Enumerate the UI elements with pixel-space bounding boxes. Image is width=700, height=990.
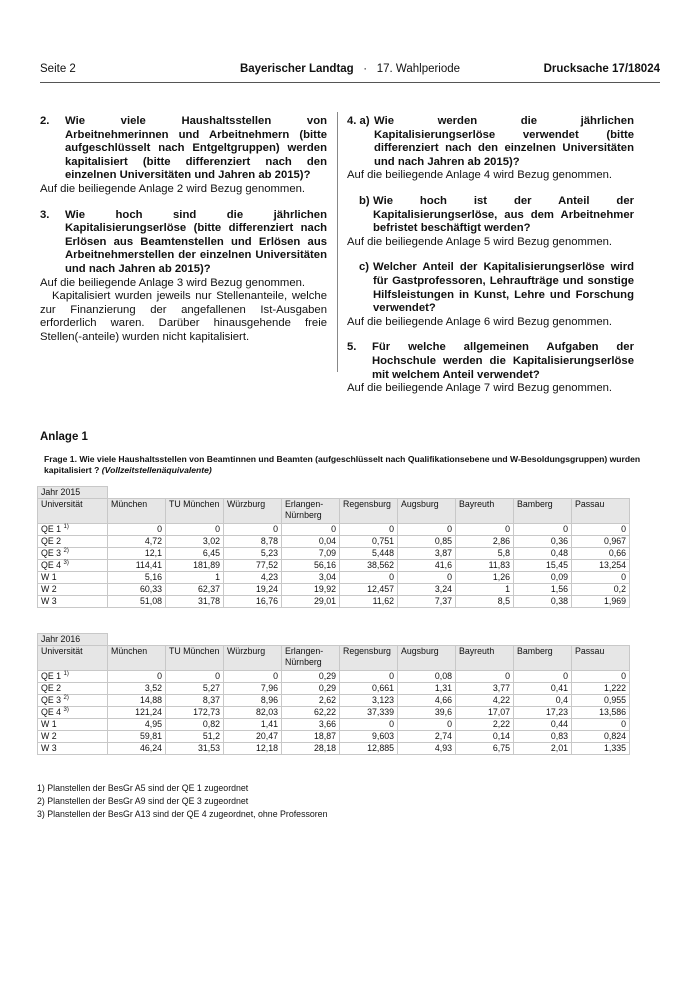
table-cell: 0,967 <box>572 536 630 548</box>
table-cell: 46,24 <box>108 743 166 755</box>
table-row <box>38 731 630 743</box>
answer-2: Auf die beiliegende Anlage 2 wird Bezug genommen. <box>40 182 306 195</box>
table-cell: 0,36 <box>514 536 572 548</box>
table-cell: 0,48 <box>514 548 572 560</box>
column-header: Universität <box>38 646 108 671</box>
row-label-text: QE 4 <box>41 707 62 717</box>
table-cell: 0 <box>108 524 166 536</box>
table-cell: 3,02 <box>166 536 224 548</box>
answer-4a: Auf die beiliegende Anlage 4 wird Bezug genommen. <box>347 169 613 182</box>
question-text: Welcher Anteil der Kapitalisierungserlöse wird für Gastprofessoren, Lehraufträge und sonstige Hilfsleistungen in Kunst, Lehre und Forschung verwendet? <box>373 261 634 315</box>
table-cell: 0,38 <box>514 596 572 608</box>
table-cell: 12,457 <box>340 584 398 596</box>
table-cell: 1,31 <box>398 683 456 695</box>
column-header: Bayreuth <box>456 646 514 671</box>
table-cell: 0,83 <box>514 731 572 743</box>
column-header: Bamberg <box>514 646 572 671</box>
row-label <box>38 548 108 560</box>
table-cell: 41,6 <box>398 560 456 572</box>
table-cell: 0,41 <box>514 683 572 695</box>
header-row <box>38 646 630 671</box>
table-cell: 19,92 <box>282 584 340 596</box>
table-cell: 4,93 <box>398 743 456 755</box>
column-header: Augsburg <box>398 646 456 671</box>
table-cell: 0,14 <box>456 731 514 743</box>
table-cell: 29,01 <box>282 596 340 608</box>
table-cell: 0 <box>340 671 398 683</box>
row-label-text: W 1 <box>41 719 57 729</box>
table-cell: 7,09 <box>282 548 340 560</box>
row-label <box>38 596 108 608</box>
table-cell: 0 <box>456 524 514 536</box>
table-cell: 0 <box>572 572 630 584</box>
row-label-text: QE 2 <box>41 683 62 693</box>
table-cell: 8,5 <box>456 596 514 608</box>
table-row <box>38 560 630 572</box>
row-label <box>38 560 108 572</box>
year-row <box>38 634 630 646</box>
table-cell: 11,62 <box>340 596 398 608</box>
table-cell: 37,339 <box>340 707 398 719</box>
header-rule <box>40 82 660 83</box>
column-header: Erlangen-Nürnberg <box>282 646 340 671</box>
table-cell: 31,78 <box>166 596 224 608</box>
question-text: Wie hoch ist der Anteil der Kapitalisierungserlöse, aus dem Arbeitnehmer befristet beschäftigt werden? <box>373 194 634 235</box>
row-label <box>38 707 108 719</box>
column-divider <box>337 112 338 372</box>
question-number: 4. a) <box>347 115 370 127</box>
table-row <box>38 695 630 707</box>
table-cell: 0 <box>456 671 514 683</box>
column-header: Regensburg <box>340 499 398 524</box>
appendix-question <box>44 454 644 476</box>
column-header: Erlangen-Nürnberg <box>282 499 340 524</box>
table-row <box>38 743 630 755</box>
year-label: Jahr 2016 <box>38 634 108 646</box>
table-row <box>38 536 630 548</box>
table-cell: 17,23 <box>514 707 572 719</box>
row-label <box>38 695 108 707</box>
table-cell: 7,96 <box>224 683 282 695</box>
legislative-period: 17. Wahlperiode <box>376 63 461 75</box>
year-label: Jahr 2015 <box>38 487 108 499</box>
table-cell: 0 <box>166 671 224 683</box>
question-text: Wie viele Haushaltsstellen von Arbeitnehmerinnen und Arbeitnehmern (bitte aufgeschlüsselt nach Entgeltgruppen) werden kapitalisiert (bitte differenziert nach den einzelnen Universitäten und Jahren ab 2015)? <box>65 115 327 182</box>
header-row <box>38 499 630 524</box>
table-cell: 11,83 <box>456 560 514 572</box>
table-row <box>38 596 630 608</box>
footnote-marker: 2) <box>63 548 69 554</box>
footnote-marker: 3) <box>63 560 69 566</box>
table-cell: 19,24 <box>224 584 282 596</box>
row-label-text: W 2 <box>41 731 57 741</box>
table-cell: 0,04 <box>282 536 340 548</box>
table-cell: 0,4 <box>514 695 572 707</box>
table-cell: 7,37 <box>398 596 456 608</box>
table-row <box>38 572 630 584</box>
question-2 <box>40 115 327 183</box>
table-cell: 5,23 <box>224 548 282 560</box>
table-cell: 1,26 <box>456 572 514 584</box>
table-cell: 6,45 <box>166 548 224 560</box>
table-cell: 8,37 <box>166 695 224 707</box>
table-cell: 0,2 <box>572 584 630 596</box>
appendix-question-text: Frage 1. Wie viele Haushaltsstellen von Beamtinnen und Beamten (aufgeschlüsselt nach Qualifikationsebene und W-Besoldungsgruppen) wurden kapitalisiert ? <box>44 454 641 475</box>
column-header: Regensburg <box>340 646 398 671</box>
table-cell: 114,41 <box>108 560 166 572</box>
answer-4b: Auf die beiliegende Anlage 5 wird Bezug genommen. <box>347 235 613 248</box>
column-header: München <box>108 499 166 524</box>
table-cell: 3,52 <box>108 683 166 695</box>
table-cell: 31,53 <box>166 743 224 755</box>
row-label-text: W 2 <box>41 584 57 594</box>
footnote-marker: 1) <box>63 671 69 677</box>
table-cell: 0 <box>398 524 456 536</box>
table-2015 <box>37 486 630 608</box>
table-cell: 3,123 <box>340 695 398 707</box>
table-cell: 5,8 <box>456 548 514 560</box>
table-cell: 12,18 <box>224 743 282 755</box>
column-header: Bayreuth <box>456 499 514 524</box>
table-cell: 2,74 <box>398 731 456 743</box>
appendix-question-unit: (Vollzeitstellenäquivalente) <box>101 465 212 475</box>
table-cell: 181,89 <box>166 560 224 572</box>
table-cell: 14,88 <box>108 695 166 707</box>
row-label-text: QE 1 <box>41 671 62 681</box>
table-cell: 62,37 <box>166 584 224 596</box>
left-column <box>40 115 327 345</box>
row-label-text: QE 2 <box>41 536 62 546</box>
column-header: Universität <box>38 499 108 524</box>
row-label <box>38 524 108 536</box>
table-cell: 0 <box>224 524 282 536</box>
table-cell: 2,01 <box>514 743 572 755</box>
row-label <box>38 572 108 584</box>
table-cell: 0,09 <box>514 572 572 584</box>
footnotes <box>37 782 327 821</box>
table-cell: 59,81 <box>108 731 166 743</box>
question-text: Wie werden die jährlichen Kapitalisierungserlöse verwendet (bitte differenziert nach den einzelnen Universitäten und nach Jahren ab 2015)? <box>374 115 634 168</box>
table-cell: 8,78 <box>224 536 282 548</box>
table-cell: 0 <box>224 671 282 683</box>
table-row <box>38 683 630 695</box>
table-cell: 0,82 <box>166 719 224 731</box>
table-cell: 51,08 <box>108 596 166 608</box>
column-header: TU München <box>166 499 224 524</box>
answer-3: Auf die beiliegende Anlage 3 wird Bezug genommen. <box>40 276 306 289</box>
table-cell: 0 <box>514 524 572 536</box>
table-cell: 4,66 <box>398 695 456 707</box>
footnote-1: 1) Planstellen der BesGr A5 sind der QE 1 zugeordnet <box>37 783 249 793</box>
question-number: 5. <box>347 341 357 354</box>
table-cell: 60,33 <box>108 584 166 596</box>
table-row <box>38 719 630 731</box>
table-cell: 3,77 <box>456 683 514 695</box>
table-cell: 0,751 <box>340 536 398 548</box>
table-cell: 121,24 <box>108 707 166 719</box>
table-cell: 0,824 <box>572 731 630 743</box>
row-label <box>38 719 108 731</box>
table-cell: 0 <box>572 719 630 731</box>
table-cell: 0,44 <box>514 719 572 731</box>
table-cell: 3,04 <box>282 572 340 584</box>
column-header: Passau <box>572 499 630 524</box>
table-cell: 1,41 <box>224 719 282 731</box>
column-header: Bamberg <box>514 499 572 524</box>
table-cell: 4,72 <box>108 536 166 548</box>
row-label-text: QE 1 <box>41 524 62 534</box>
question-number: 2. <box>40 115 50 127</box>
publisher-name: Bayerischer Landtag <box>239 63 354 75</box>
right-column <box>347 115 634 408</box>
question-text: Wie hoch sind die jährlichen Kapitalisierungserlöse (bitte differenziert nach Erlösen aus Beamtenstellen und Erlösen aus Arbeitnehmerstellen der einzelnen Universitäten und nach Jahren ab 2015)? <box>65 208 327 275</box>
header-separator: · <box>363 63 368 75</box>
table-cell: 20,47 <box>224 731 282 743</box>
table-cell: 4,22 <box>456 695 514 707</box>
table-cell: 2,62 <box>282 695 340 707</box>
row-label <box>38 683 108 695</box>
table-cell: 0,29 <box>282 671 340 683</box>
table-cell: 39,6 <box>398 707 456 719</box>
table-cell: 0 <box>572 524 630 536</box>
row-label <box>38 536 108 548</box>
table-cell: 38,562 <box>340 560 398 572</box>
table-cell: 51,2 <box>166 731 224 743</box>
table-cell: 13,254 <box>572 560 630 572</box>
table-cell: 17,07 <box>456 707 514 719</box>
table-cell: 5,448 <box>340 548 398 560</box>
row-label-text: W 3 <box>41 743 57 753</box>
table-cell: 12,885 <box>340 743 398 755</box>
row-label-text: QE 4 <box>41 560 62 570</box>
row-label <box>38 743 108 755</box>
footnote-marker: 2) <box>63 695 69 701</box>
table-cell: 1,56 <box>514 584 572 596</box>
year-row-spacer <box>108 487 630 499</box>
table-cell: 16,76 <box>224 596 282 608</box>
table-cell: 0,66 <box>572 548 630 560</box>
table-cell: 12,1 <box>108 548 166 560</box>
table-cell: 0,29 <box>282 683 340 695</box>
answer-4c: Auf die beiliegende Anlage 6 wird Bezug genommen. <box>347 315 613 328</box>
table-cell: 18,87 <box>282 731 340 743</box>
table-row <box>38 524 630 536</box>
table-cell: 62,22 <box>282 707 340 719</box>
question-5 <box>347 341 634 382</box>
row-label <box>38 584 108 596</box>
question-4c <box>347 261 634 315</box>
question-number: c) <box>359 261 370 274</box>
table-cell: 1,335 <box>572 743 630 755</box>
table-cell: 3,66 <box>282 719 340 731</box>
row-label-text: QE 3 <box>41 548 62 558</box>
table-cell: 0,955 <box>572 695 630 707</box>
footnote-3: 3) Planstellen der BesGr A13 sind der QE 4 zugeordnet, ohne Professoren <box>37 809 328 819</box>
table-cell: 0 <box>398 719 456 731</box>
page-header <box>40 63 660 81</box>
table-row <box>38 548 630 560</box>
table-cell: 0 <box>282 524 340 536</box>
table-cell: 0 <box>340 524 398 536</box>
table-cell: 0 <box>166 524 224 536</box>
table-cell: 9,603 <box>340 731 398 743</box>
table-cell: 2,86 <box>456 536 514 548</box>
table-cell: 0 <box>514 671 572 683</box>
question-4b <box>347 195 634 236</box>
table-cell: 4,23 <box>224 572 282 584</box>
row-label <box>38 731 108 743</box>
answer-3-paragraph: Kapitalisiert wurden jeweils nur Stellenanteile, welche zur Finanzierung der angefallenen Ist-Ausgaben erforderlich waren. Darüber hinausgehende freie Stellen(-anteile) wurden nicht kapitalisiert. <box>40 290 327 343</box>
question-text: Für welche allgemeinen Aufgaben der Hochschule werden die Kapitalisierungserlöse mit welchem Anteil verwendet? <box>372 341 634 381</box>
document-number: Drucksache 17/18024 <box>543 63 660 75</box>
table-cell: 0,85 <box>398 536 456 548</box>
column-header: München <box>108 646 166 671</box>
table-cell: 3,87 <box>398 548 456 560</box>
row-label-text: W 1 <box>41 572 57 582</box>
table-cell: 1 <box>166 572 224 584</box>
question-number: 3. <box>40 208 50 221</box>
table-cell: 56,16 <box>282 560 340 572</box>
column-header: Augsburg <box>398 499 456 524</box>
appendix-title: Anlage 1 <box>40 431 88 443</box>
table-cell: 77,52 <box>224 560 282 572</box>
table-row <box>38 671 630 683</box>
footnote-marker: 3) <box>63 707 69 713</box>
table-cell: 28,18 <box>282 743 340 755</box>
table-row <box>38 707 630 719</box>
question-3 <box>40 209 327 277</box>
table-cell: 5,16 <box>108 572 166 584</box>
table-cell: 1,969 <box>572 596 630 608</box>
page-number: Seite 2 <box>40 63 76 75</box>
footnote-marker: 1) <box>63 524 69 530</box>
table-cell: 0 <box>108 671 166 683</box>
question-4a <box>347 115 634 169</box>
table-cell: 3,24 <box>398 584 456 596</box>
table-cell: 5,27 <box>166 683 224 695</box>
table-row <box>38 584 630 596</box>
footnote-2: 2) Planstellen der BesGr A9 sind der QE 3 zugeordnet <box>37 796 249 806</box>
table-cell: 0 <box>340 719 398 731</box>
table-cell: 172,73 <box>166 707 224 719</box>
answer-5: Auf die beiliegende Anlage 7 wird Bezug genommen. <box>347 382 613 395</box>
table-cell: 15,45 <box>514 560 572 572</box>
table-cell: 0,661 <box>340 683 398 695</box>
column-header: Würzburg <box>224 646 282 671</box>
row-label-text: W 3 <box>41 596 57 606</box>
table-cell: 4,95 <box>108 719 166 731</box>
table-cell: 2,22 <box>456 719 514 731</box>
column-header: Passau <box>572 646 630 671</box>
column-header: Würzburg <box>224 499 282 524</box>
table-cell: 0,08 <box>398 671 456 683</box>
year-row-spacer <box>108 634 630 646</box>
table-cell: 1 <box>456 584 514 596</box>
table-cell: 0 <box>398 572 456 584</box>
table-cell: 8,96 <box>224 695 282 707</box>
row-label <box>38 671 108 683</box>
table-cell: 82,03 <box>224 707 282 719</box>
year-row <box>38 487 630 499</box>
table-cell: 13,586 <box>572 707 630 719</box>
table-2016 <box>37 633 630 755</box>
row-label-text: QE 3 <box>41 695 62 705</box>
question-number: b) <box>359 194 370 207</box>
table-cell: 1,222 <box>572 683 630 695</box>
column-header: TU München <box>166 646 224 671</box>
table-cell: 0 <box>340 572 398 584</box>
table-cell: 0 <box>572 671 630 683</box>
table-cell: 6,75 <box>456 743 514 755</box>
